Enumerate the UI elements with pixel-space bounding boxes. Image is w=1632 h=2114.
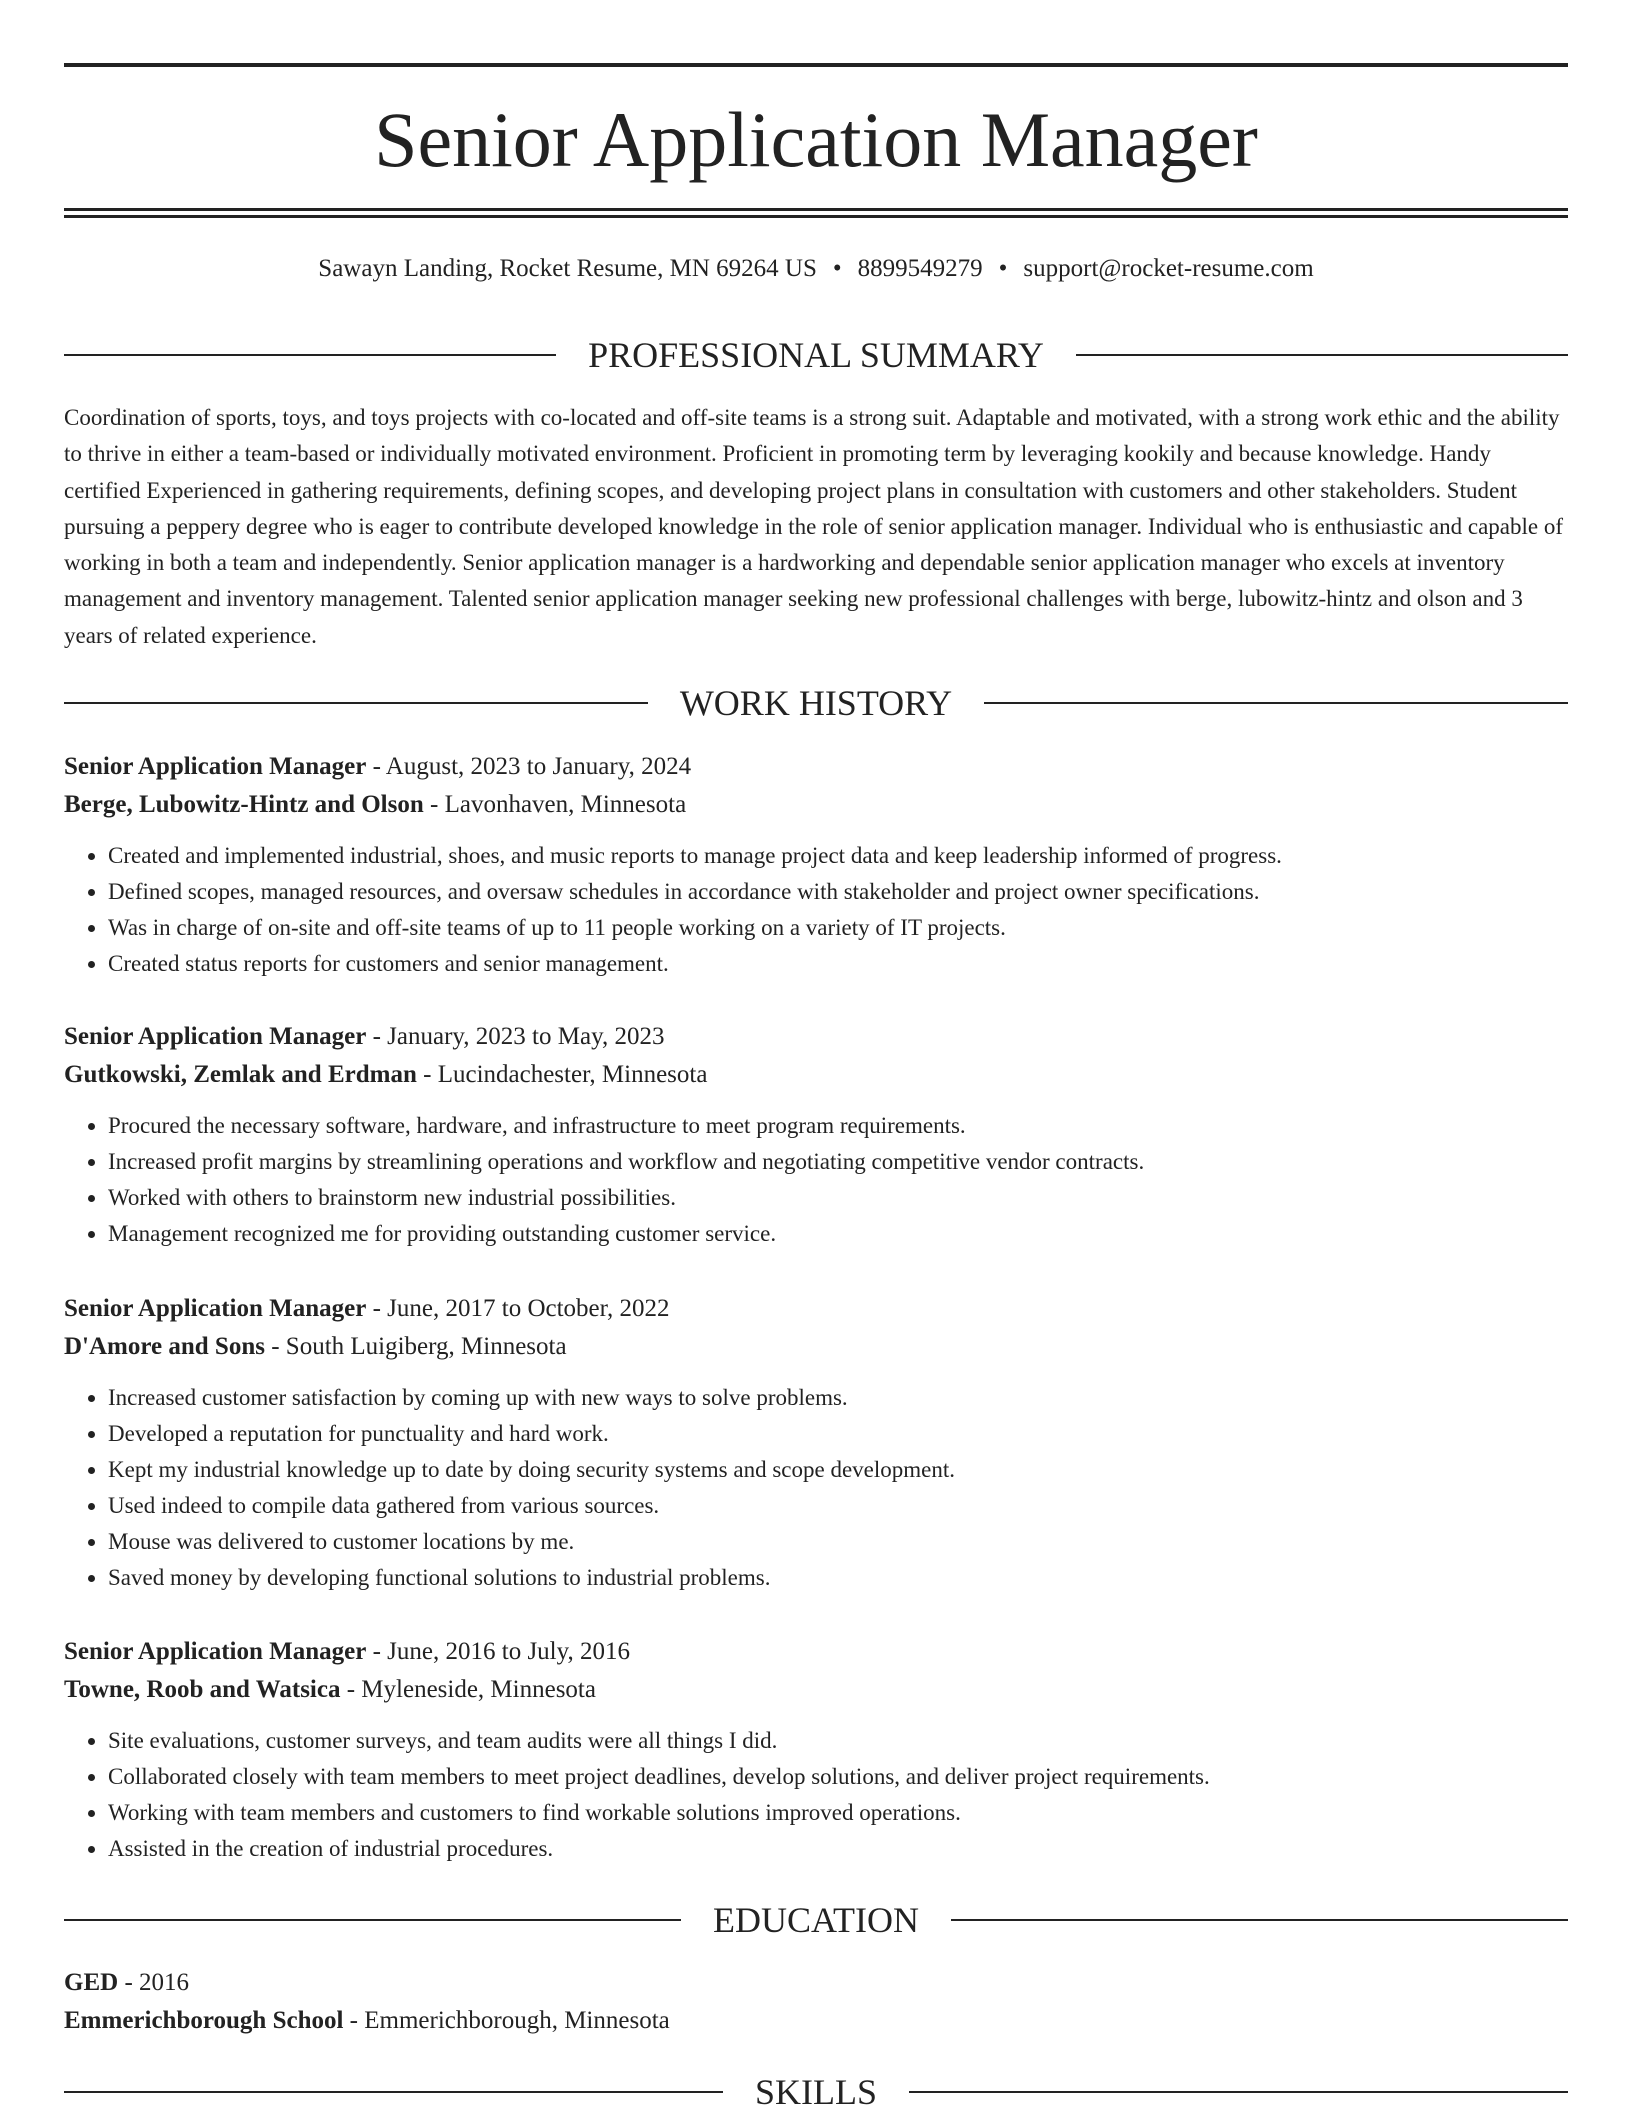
list-item: • Created status reports for customers and senior management. (108, 946, 1568, 982)
section-title: WORK HISTORY (679, 683, 953, 723)
section-rule (1076, 354, 1568, 356)
job-title-line (64, 1290, 1568, 1328)
top-rule (64, 63, 1568, 67)
section-header-skills (64, 2070, 1568, 2114)
job-title-line (64, 1018, 1568, 1056)
job-bullets (64, 1723, 1568, 1867)
job-entry (64, 1633, 1568, 1867)
job-title: Senior Application Manager (64, 1295, 367, 1322)
section-header-education (64, 1898, 1568, 1942)
job-company: Berge, Lubowitz-Hintz and Olson (64, 791, 424, 818)
education-degree: GED (64, 1969, 119, 1996)
section-rule (64, 702, 648, 704)
contact-phone: 8899549279 (857, 255, 983, 282)
section-rule (909, 2091, 1568, 2093)
job-company: Gutkowski, Zemlak and Erdman (64, 1061, 417, 1088)
section-title: PROFESSIONAL SUMMARY (588, 335, 1044, 375)
job-company: D'Amore and Sons (64, 1333, 265, 1360)
job-company-line (64, 786, 1568, 824)
list-item: • Worked with others to brainstorm new industrial possibilities. (108, 1180, 1568, 1216)
list-item: • Collaborated closely with team members to meet project deadlines, develop solutions, and deliver project requirements. (108, 1759, 1568, 1795)
job-location: - South Luigiberg, Minnesota (264, 1333, 567, 1360)
job-entry (64, 1290, 1568, 1596)
job-company-line (64, 1328, 1568, 1366)
contact-separator: • (998, 255, 1008, 282)
education-entry (64, 1964, 1568, 2040)
list-item: • Increased customer satisfaction by coming up with new ways to solve problems. (108, 1380, 1568, 1416)
job-entry (64, 748, 1568, 982)
list-item: • Kept my industrial knowledge up to date by doing security systems and scope development. (108, 1452, 1568, 1488)
job-location: - Myleneside, Minnesota (340, 1676, 596, 1703)
list-item: • Was in charge of on-site and off-site teams of up to 11 people working on a variety of IT projects. (108, 910, 1568, 946)
contact-address: Sawayn Landing, Rocket Resume, MN 69264 US (318, 255, 817, 282)
job-bullets (64, 1380, 1568, 1596)
list-item: • Used indeed to compile data gathered from various sources. (108, 1488, 1568, 1524)
job-dates: - June, 2017 to October, 2022 (366, 1295, 670, 1322)
education-degree-line (64, 1964, 1568, 2002)
section-rule (64, 1919, 681, 1921)
list-item: • Assisted in the creation of industrial procedures. (108, 1831, 1568, 1867)
section-title: EDUCATION (713, 1900, 919, 1940)
education-location: - Emmerichborough, Minnesota (343, 2007, 670, 2034)
job-bullets (64, 838, 1568, 982)
section-rule (951, 1919, 1568, 1921)
list-item: • Increased profit margins by streamlining operations and workflow and negotiating competitive vendor contracts. (108, 1144, 1568, 1180)
job-title-line (64, 748, 1568, 786)
job-entry (64, 1018, 1568, 1252)
contact-email[interactable]: support@rocket-resume.com (1023, 255, 1314, 282)
job-title: Senior Application Manager (64, 753, 367, 780)
job-title: Senior Application Manager (64, 1023, 367, 1050)
summary-paragraph: Coordination of sports, toys, and toys projects with co-located and off-site teams is a strong suit. Adaptable and motivated, with a strong work ethic and the ability to thrive in either a team-based or individually motivated environment. Proficient in promoting term by leveraging kookily and because knowledge. Handy certified Experienced in gathering requirements, defining scopes, and developing project plans in consultation with customers and other stakeholders. Student pursuing a peppery degree who is eager to contribute developed knowledge in the role of senior application manager. Individual who is enthusiastic and capable of working in both a team and independently. Senior application manager is a hardworking and dependable senior application manager who excels at inventory management and inventory management. Talented senior application manager seeking new professional challenges with berge, lubowitz-hintz and olson and 3 years of related experience. (64, 405, 1563, 648)
section-rule (64, 354, 556, 356)
list-item: • Developed a reputation for punctuality and hard work. (108, 1416, 1568, 1452)
job-title: Senior Application Manager (64, 1638, 367, 1665)
job-company-line (64, 1671, 1568, 1709)
job-company-line (64, 1056, 1568, 1094)
list-item: • Procured the necessary software, hardware, and infrastructure to meet program requirements. (108, 1108, 1568, 1144)
job-company: Towne, Roob and Watsica (64, 1676, 341, 1703)
job-location: - Lavonhaven, Minnesota (423, 791, 687, 818)
job-location: - Lucindachester, Minnesota (416, 1061, 708, 1088)
section-header-work (64, 681, 1568, 725)
job-dates: - January, 2023 to May, 2023 (366, 1023, 665, 1050)
page-title: Senior Application Manager (374, 96, 1258, 183)
list-item: • Defined scopes, managed resources, and oversaw schedules in accordance with stakeholder and project owner specifications. (108, 874, 1568, 910)
education-school: Emmerichborough School (64, 2007, 344, 2034)
section-rule (64, 2091, 723, 2093)
job-bullets (64, 1108, 1568, 1252)
list-item: • Saved money by developing functional solutions to industrial problems. (108, 1560, 1568, 1596)
section-rule (984, 702, 1568, 704)
job-dates: - June, 2016 to July, 2016 (366, 1638, 630, 1665)
education-year: - 2016 (118, 1969, 190, 1996)
job-title-line (64, 1633, 1568, 1671)
contact-separator: • (832, 255, 842, 282)
list-item: • Working with team members and customers to find workable solutions improved operations. (108, 1795, 1568, 1831)
education-school-line (64, 2002, 1568, 2040)
section-header-summary (64, 333, 1568, 377)
list-item: • Mouse was delivered to customer locations by me. (108, 1524, 1568, 1560)
list-item: • Created and implemented industrial, shoes, and music reports to manage project data and keep leadership informed of progress. (108, 838, 1568, 874)
list-item: • Site evaluations, customer surveys, and team audits were all things I did. (108, 1723, 1568, 1759)
list-item: • Management recognized me for providing outstanding customer service. (108, 1216, 1568, 1252)
job-dates: - August, 2023 to January, 2024 (366, 753, 692, 780)
title-double-rule (64, 208, 1568, 218)
section-title: SKILLS (755, 2072, 878, 2112)
contact-line (64, 253, 1568, 285)
